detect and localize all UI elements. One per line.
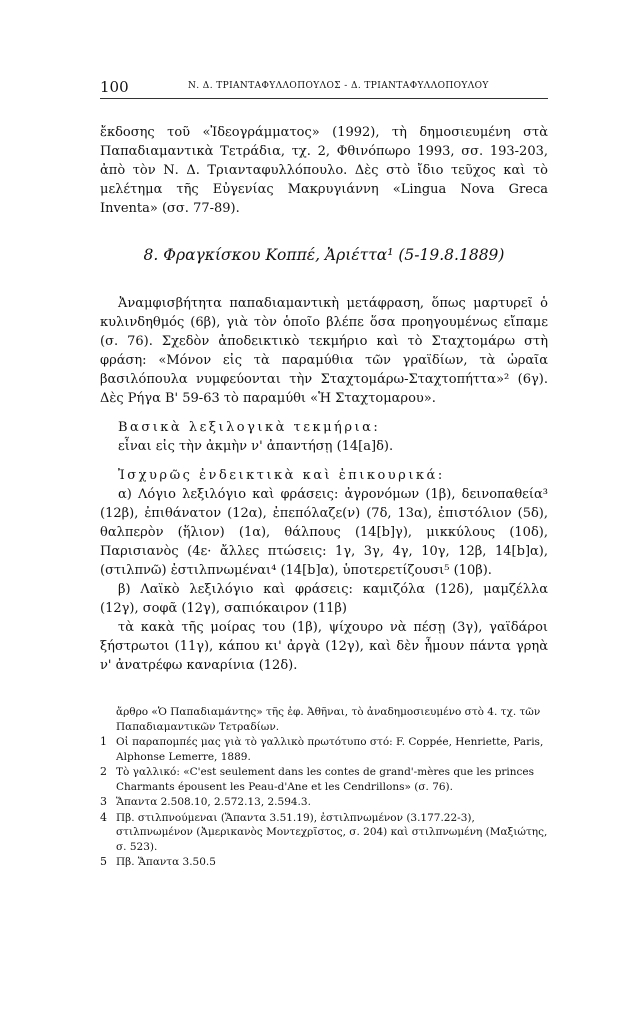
footnote bbox=[100, 735, 548, 764]
book-page bbox=[100, 78, 548, 870]
paragraph-1: Ἀναμφισβήτητα παπαδιαμαντικὴ μετάφραση, ὅπως μαρτυρεῖ ὁ κυλινδηθμός (6β), γιὰ τὸν ὁποῖο βλέπε ὅσα προηγουμένως εἴπαμε (σ. 76). Σχεδὸν ἀποδεικτικὸ τεκμήριο καὶ τὸ Σταχτομάρω στὴ φράση: «Μόνον εἰς τὰ παραμύθια τῶν γραϊδίων, τὰ ὡραῖα βασιλόπουλα νυμφεύονται τὴν Σταχτομάρω-Σταχτοπήττα»² (6γ). Δὲς Ρήγα Β' 59-63 τὸ παραμύθι «Ἡ Σταχτομαρου». bbox=[100, 296, 548, 406]
lexical-text: εἶναι εἰς τὴν ἀκμὴν ν' ἀπαντήσῃ (14[a]δ). bbox=[118, 439, 394, 454]
lexical-heading: Βασικὰ λεξιλογικὰ τεκμήρια: bbox=[118, 420, 381, 435]
footnote-text: Πβ. στιλπνούμεναι (Ἅπαντα 3.51.19), ἐστιλπνωμένον (3.177.22-3), στιλπνωμένον (Ἀμερικανὸς Μοντεχρῖστος, σ. 204) καὶ στιλπνωμένη (Μαξιώτης, σ. 523). bbox=[116, 811, 548, 853]
footnote-number: 5 bbox=[100, 855, 107, 868]
section-heading: 8. Φραγκίσκου Κοππέ, Ἀριέττα¹ (5-19.8.1889) bbox=[143, 246, 505, 264]
footnotes bbox=[100, 705, 548, 870]
footnote-text: Πβ. Ἅπαντα 3.50.5 bbox=[116, 856, 216, 868]
footnote bbox=[100, 855, 548, 870]
footnote-number: 2 bbox=[100, 765, 107, 778]
footnote-number: 3 bbox=[100, 795, 107, 808]
footnote-text: Οἱ παραπομπές μας γιὰ τὸ γαλλικὸ πρωτότυπο στό: F. Coppée, Henriette, Paris, Alphonse Lemerre, 1889. bbox=[116, 736, 544, 763]
indicative-a: α) Λόγιο λεξιλόγιο καὶ φράσεις: ἀγρονόμων (1β), δεινοπαθεία³ (12β), ἐπιθάνατον (12α), ἐπεπόλαζε(ν) (7δ, 13α), ἐπιστόλιον (5δ), θαλπερὸν (ἥλιον) (1α), θάλπους (14[b]γ), μικκύλους (10δ), Παρισιανὸς (4ε· ἄλλες πτώσεις: 1γ, 3γ, 4γ, 10γ, 12β, 14[b]α), (στιλπνῶ) ἐστιλπνωμέναι⁴ (14[b]α), ὑποτερετίζουσι⁵ (10β). bbox=[100, 487, 548, 578]
indicative-c: τὰ κακὰ τῆς μοίρας του (1β), ψίχουρο νὰ πέσῃ (3γ), γαϊδάροι ξήστρωτοι (11γ), κάπου κι' ἀργὰ (12γ), καὶ δὲν ἦμουν πάντα γρηὰ ν' ἀνατρέφω καναρίνια (12δ). bbox=[100, 620, 548, 673]
indicative-heading: Ἰσχυρῶς ἐνδεικτικὰ καὶ ἐπικουρικά: bbox=[118, 468, 445, 483]
footnote-text: Τὸ γαλλικό: «C'est seulement dans les contes de grand'-mères que les princes Charmants épousent les Peau-d'Ane et les Cendrillons» (σ. 76). bbox=[116, 766, 535, 793]
running-title: Ν. Δ. ΤΡΙΑΝΤΑΦΥΛΛΟΠΟΥΛΟΣ - Δ. ΤΡΙΑΝΤΑΦΥΛΛΟΠΟΥΛΟΥ bbox=[188, 81, 489, 91]
footnote bbox=[100, 765, 548, 794]
intro-paragraph: ἔκδοσης τοῦ «Ἰδεογράμματος» (1992), τὴ δημοσιευμένη στὰ Παπαδιαμαντικὰ Τετράδια, τχ. 2, Φθινόπωρο 1993, σσ. 193-203, ἀπὸ τὸν Ν. Δ. Τριανταφυλλόπουλο. Δὲς στὸ ἴδιο τεῦχος καὶ τὸ μελέτημα τῆς Εὐγενίας Μακρυγιάννη «Lingua Nova Greca Inventa» (σσ. 77-89). bbox=[100, 125, 548, 216]
page-number: 100 bbox=[100, 78, 129, 96]
page-header bbox=[100, 78, 548, 99]
footnote-number: 1 bbox=[100, 735, 107, 748]
footnote bbox=[100, 811, 548, 855]
footnote-number: 4 bbox=[100, 810, 107, 824]
footnote bbox=[100, 795, 548, 810]
footnote-text: Ἅπαντα 2.508.10, 2.572.13, 2.594.3. bbox=[116, 796, 311, 808]
indicative-b: β) Λαϊκὸ λεξιλόγιο καὶ φράσεις: καμιζόλα (12δ), μαμζέλλα (12γ), σοφᾶ (12γ), σαπιόκαιρον (11β) bbox=[100, 582, 548, 616]
footnote-carryover: ἄρθρο «Ὁ Παπαδιαμάντης» τῆς ἐφ. Ἀθῆναι, τὸ ἀναδημοσιευμένο στὸ 4. τχ. τῶν Παπαδιαμαντικῶν Τετραδίων. bbox=[116, 706, 541, 733]
